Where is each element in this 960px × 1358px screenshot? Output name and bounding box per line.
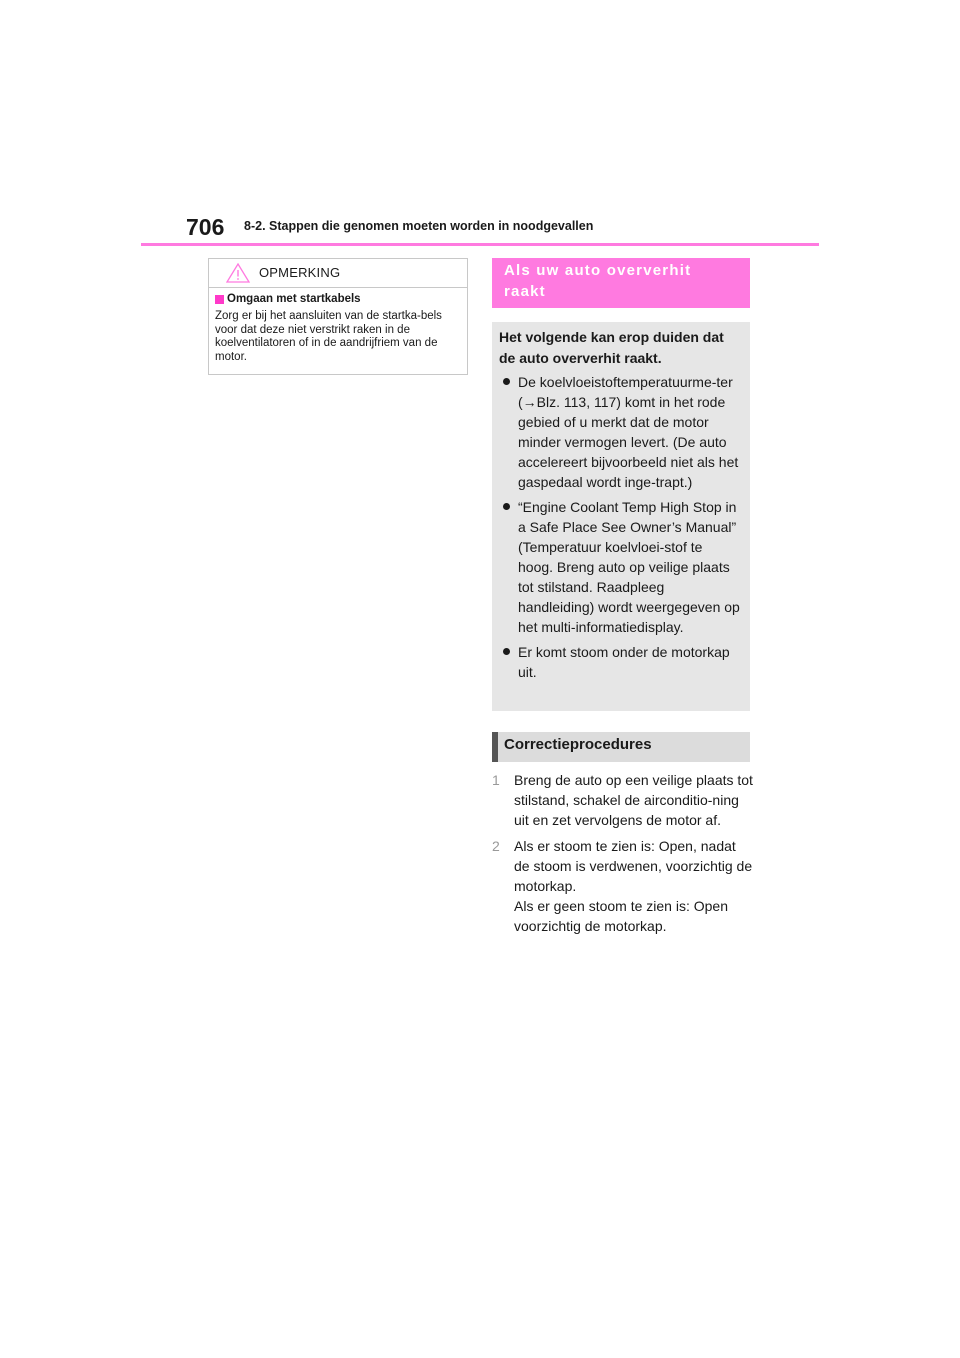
overheat-title: Als uw auto oververhit raakt (504, 262, 692, 300)
caution-text: Zorg er bij het aansluiten van de startka-bels voor dat deze niet verstrikt raken in de koelventilatoren of in de aandrijfriem van de motor. (215, 310, 442, 363)
symptoms-box (492, 322, 750, 711)
section-title: 8-2. Stappen die genomen moeten worden in noodgevallen (244, 219, 594, 233)
list-item-text: De koelvloeistoftemperatuurme-ter (→Blz. 113, 117) komt in het rode gebied of u merkt dat de motor minder vermogen levert. (De auto accelereert bijvoorbeeld niet als het gaspedaal wordt inge-trapt.) (518, 374, 739, 490)
caution-subheading (215, 293, 461, 305)
caution-header (209, 259, 467, 288)
procedure-steps (492, 770, 754, 942)
bullet-dot-icon (503, 503, 510, 510)
page-number: 706 (186, 214, 225, 240)
symptoms-list (499, 372, 740, 682)
list-item-text: “Engine Coolant Temp High Stop in a Safe Place See Owner’s Manual” (Temperatuur koelvloei-stof te hoog. Breng auto op veilige plaats tot stilstand. Raadpleeg handleiding) wordt weergegeven op het multi-informatiedisplay. (518, 499, 740, 635)
procedures-header (492, 732, 750, 762)
list-item-text: Er komt stoom onder de motorkap uit. (518, 644, 730, 680)
symptoms-intro: Het volgende kan erop duiden dat de auto oververhit raakt. (499, 329, 724, 366)
caution-subheading-text: Omgaan met startkabels (227, 293, 361, 305)
list-item (499, 372, 740, 492)
step-item (492, 836, 754, 936)
step-item (492, 770, 754, 830)
square-bullet-icon (215, 295, 224, 304)
caution-body (209, 288, 467, 364)
caution-label: OPMERKING (259, 265, 341, 280)
step-text: Als er geen stoom te zien is: Open voorzichtig de motorkap. (514, 898, 728, 934)
overheat-header (492, 258, 750, 308)
step-number: 1 (492, 772, 500, 788)
list-item (499, 497, 740, 637)
warning-triangle-icon (226, 263, 250, 283)
procedures-title: Correctieprocedures (504, 736, 652, 753)
bullet-dot-icon (503, 378, 510, 385)
step-number: 2 (492, 838, 500, 854)
list-item (499, 642, 740, 682)
caution-box (208, 258, 468, 375)
step-text: Breng de auto op een veilige plaats tot stilstand, schakel de airconditio-ning uit en zet vervolgens de motor af. (514, 772, 753, 828)
header-rule (141, 243, 819, 246)
step-text: Als er stoom te zien is: Open, nadat de stoom is verdwenen, voorzichtig de motorkap. (514, 838, 753, 894)
bullet-dot-icon (503, 648, 510, 655)
